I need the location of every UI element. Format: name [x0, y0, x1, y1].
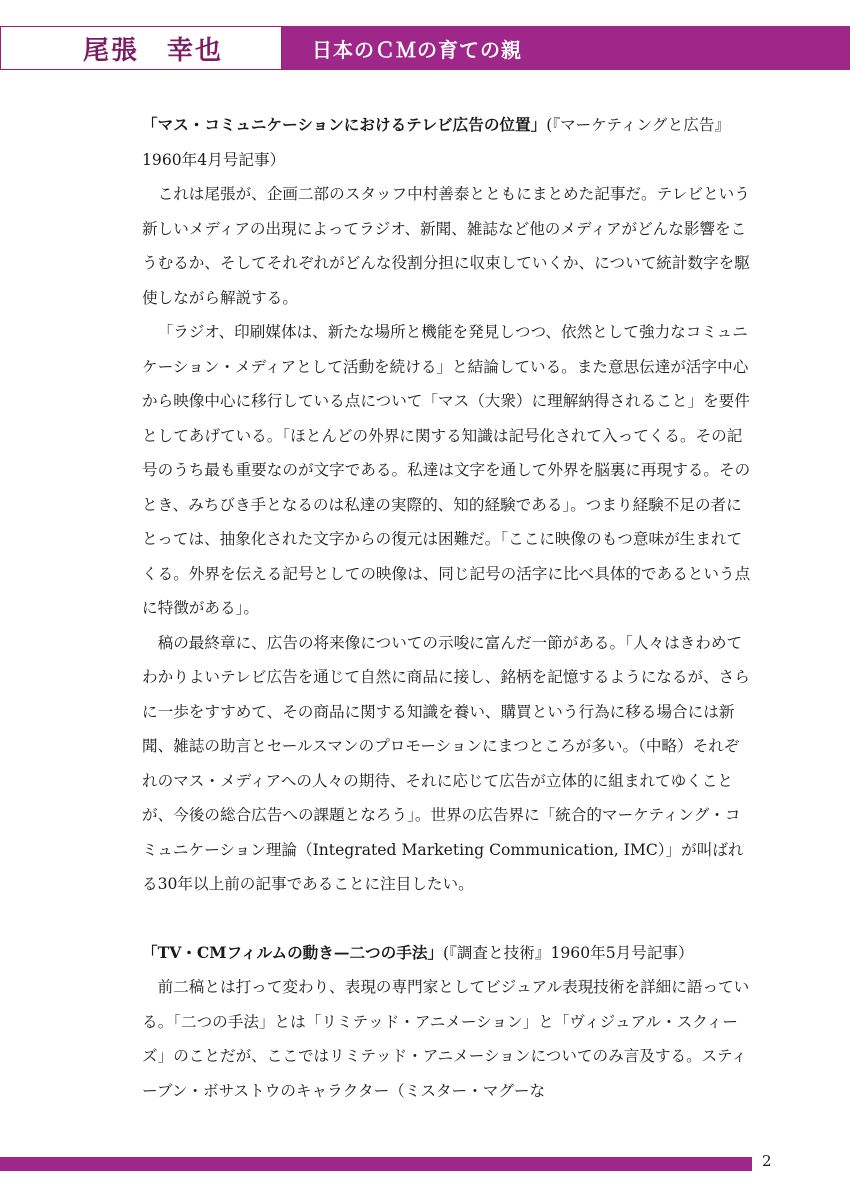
author-name: 尾張 幸也 [0, 26, 282, 70]
section2-heading-source: (『調査と技術』1960年5月号記事） [443, 943, 694, 962]
page-header [0, 26, 850, 72]
section1-paragraph-3: 稿の最終章に、広告の将来像についての示唆に富んだ一節がある。「人々はきわめてわかりよいテレビ広告を通じて自然に商品に接し、銘柄を記憶するようになるが、さらに一歩をすすめて、その商品に関する知識を養い、購買という行為に移る場合には新聞、雑誌の助言とセールスマンのプロモーションにまつところが多い。（中略）それぞれのマス・メディアへの人々の期待、それに応じて広告が立体的に組まれてゆくことが、今後の総合広告への課題となろう」。世界の広告界に「統合的マーケティング・コミュニケーション理論（Integrated Marketing Communication, IMC）」が叫ばれる30年以上前の記事であることに注目したい。 [142, 633, 750, 893]
section1-heading-source: (『マーケティングと広告』1960年4月号記事） [142, 116, 731, 169]
section-divider-space [142, 902, 754, 936]
section1-paragraph-1: これは尾張が、企画二部のスタッフ中村善泰とともにまとめた記事だ。テレビという新しいメディアの出現によってラジオ、新聞、雑誌など他のメディアがどんな影響をこうむるか、そしてそれぞれがどんな役割分担に収束していくか、について統計数字を駆使しながら解説する。 [142, 185, 750, 307]
section2-paragraph-1: 前二稿とは打って変わり、表現の専門家としてビジュアル表現技術を詳細に語っている。「二つの手法」とは「リミテッド・アニメーション」と「ヴィジュアル・スクィーズ」のことだが、ここではリミテッド・アニメーションについてのみ言及する。スティーブン・ボサストウのキャラクター（ミスター・マグーな [142, 978, 750, 1100]
section2-heading [142, 936, 754, 971]
page-number: 2 [762, 1152, 772, 1170]
series-title: 日本のＣＭの育ての親 [282, 26, 850, 70]
section1-heading-title: 「マス・コミュニケーションにおけるテレビ広告の位置」 [142, 115, 547, 134]
section2-heading-title: 「TV・CMフィルムの動き—二つの手法」 [142, 942, 444, 962]
section1-heading [142, 108, 754, 177]
section1-paragraph-2: 「ラジオ、印刷媒体は、新たな場所と機能を発見しつつ、依然として強力なコミュニケーション・メディアとして活動を続ける」と結論している。また意思伝達が活字中心から映像中心に移行している点について「マス（大衆）に理解納得されること」を要件としてあげている。「ほとんどの外界に関する知識は記号化されて入ってくる。その記号のうち最も重要なのが文字である。私達は文字を通して外界を脳裏に再現する。そのとき、みちびき手となるのは私達の実際的、知的経験である」。つまり経験不足の者にとっては、抽象化された文字からの復元は困難だ。「ここに映像のもつ意味が生まれてくる。外界を伝える記号としての映像は、同じ記号の活字に比べ具体的であるという点に特徴がある」。 [142, 323, 751, 617]
article-body [142, 108, 754, 1108]
footer-bar [0, 1157, 752, 1171]
